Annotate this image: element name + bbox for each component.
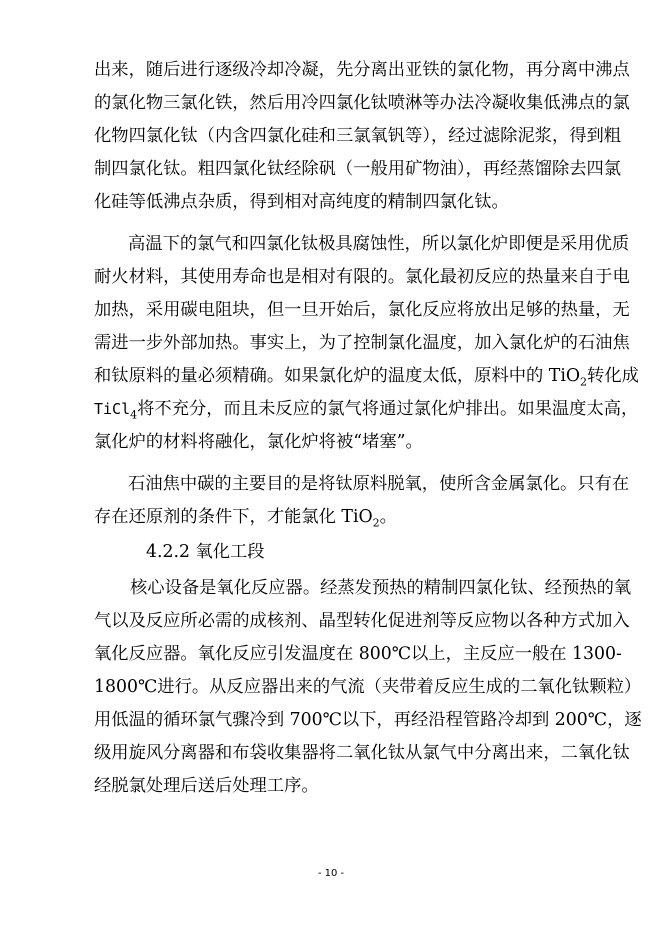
paragraph-1-line-2: 的氯化物三氯化铁，然后用冷四氯化钛喷淋等办法冷凝收集低沸点的氯 [94, 93, 630, 113]
paragraph-2-line-7: 氯化炉的材料将融化，氯化炉将被“堵塞”。 [94, 432, 423, 452]
paragraph-1-line-4: 制四氯化钛。粗四氯化钛经除矾（一般用矿物油），再经蒸馏除去四氯 [94, 159, 622, 179]
oxidation-line-4: 1800℃进行。从反应器出来的气流（夹带着反应生成的二氧化钛颗粒） [94, 677, 642, 697]
paragraph-3-line-1: 石油焦中碳的主要目的是将钛原料脱氧，使所含金属氯化。只有在 [128, 474, 630, 494]
oxidation-line-6: 级用旋风分离器和布袋收集器将二氧化钛从氯气中分离出来，二氧化钛 [94, 743, 630, 763]
ticl4-formula: TiCl [94, 400, 131, 418]
oxidation-line-3: 氧化反应器。氧化反应引发温度在 800℃以上，主反应一般在 1300- [94, 644, 622, 664]
oxidation-line-1: 核心设备是氧化反应器。经蒸发预热的精制四氯化钛、经预热的氧 [130, 578, 632, 598]
paragraph-2-line-6 [94, 397, 639, 422]
paragraph-2-line-5-text: 和钛原料的量必须精确。如果氯化炉的温度太低，原料中的 TiO [94, 366, 581, 386]
oxidation-line-2: 气以及反应所必需的成核剂、晶型转化促进剂等反应物以各种方式加入 [94, 611, 630, 631]
paragraph-2-line-3: 加热，采用碳电阻块，但一旦开始后，氯化反应将放出足够的热量，无 [94, 300, 630, 320]
tio2-subscript: 2 [580, 375, 588, 389]
paragraph-2-line-5-tail: 转化成 [587, 366, 639, 386]
paragraph-2-line-5 [94, 364, 639, 389]
paragraph-2-line-1: 高温下的氯气和四氯化钛极具腐蚀性，所以氯化炉即便是采用优质 [128, 234, 630, 254]
tio2-subscript-2: 2 [372, 516, 380, 530]
paragraph-2-line-2: 耐火材料，其使用寿命也是相对有限的。氯化最初反应的热量来自于电 [94, 267, 630, 287]
oxidation-line-7: 经脱氯处理后送后处理工序。 [94, 776, 319, 796]
paragraph-2-line-4: 需进一步外部加热。事实上，为了控制氯化温度，加入氯化炉的石油焦 [94, 333, 630, 353]
page-number: - 10 - [317, 868, 345, 879]
paragraph-3-line-2-text: 存在还原剂的条件下，才能氯化 TiO [94, 507, 373, 527]
paragraph-2-line-6-text: 将不充分，而且未反应的氯气将通过氯化炉排出。如果温度太高， [137, 399, 639, 419]
ticl4-subscript: 4 [130, 408, 138, 422]
paragraph-3-line-2 [94, 505, 574, 529]
oxidation-line-5: 用低温的循环氯气骤冷到 700℃以下，再经沿程管路冷却到 200℃，逐 [94, 710, 642, 730]
paragraph-1-line-5: 化硅等低沸点杂质，得到相对高纯度的精制四氯化钛。 [94, 192, 509, 212]
section-heading: 4.2.2 氧化工段 [146, 542, 265, 562]
paragraph-3-line-2-tail: 。 [379, 507, 397, 527]
paragraph-1-line-3: 化物四氯化钛（内含四氯化硅和三氯氧钒等），经过滤除泥浆，得到粗 [94, 126, 622, 146]
paragraph-1-line-1: 出来，随后进行逐级冷却冷凝，先分离出亚铁的氯化物，再分离中沸点 [94, 60, 630, 80]
